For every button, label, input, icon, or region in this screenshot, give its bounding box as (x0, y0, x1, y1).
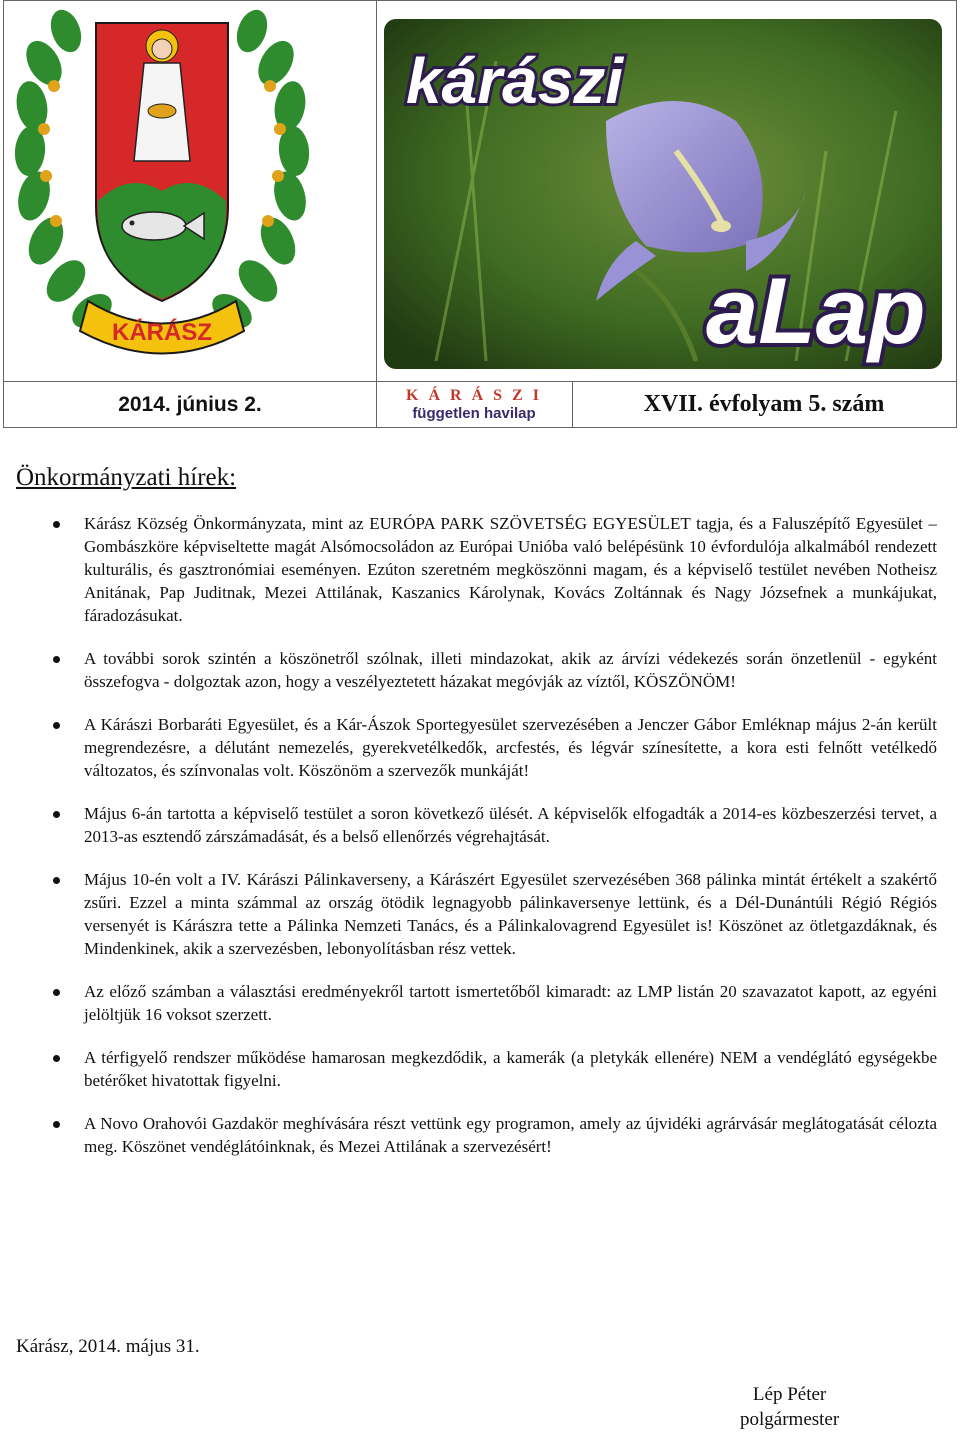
bullet-icon (53, 722, 60, 729)
issue-date-cell (4, 382, 377, 427)
list-item (84, 1112, 937, 1158)
list-item-text: Május 6-án tartotta a képviselő testület a soron következő ülését. A képviselők elfogadták a 2014-es közbeszerzési tervet, a 2013-as esztendő zárszámadását, és a belső ellenőrzés végrehajtását. (84, 804, 937, 846)
list-item (84, 512, 937, 627)
masthead-title-alap: aLap (706, 258, 926, 363)
list-item-text: A Kárászi Borbaráti Egyesület, és a Kár-Ászok Sportegyesület szervezésében a Jenczer Gábor Emléknap május 2-án került megrendezésre, a délutánt nemezelés, gyerekvetélkedők, arcfestés, és légvár színesítette, a kora esti felnőtt vetélkedő változatos, és színvonalas volt. Köszönöm a szervezők munkáját! (84, 715, 937, 780)
masthead (3, 0, 957, 428)
list-item (84, 1046, 937, 1092)
signatory-name: Lép Péter (752, 1384, 827, 1405)
list-item-text: A további sorok szintén a köszönetről szólnak, illeti mindazokat, akik az árvízi védekezés során önzetlenül - egyként összefogva - dolgoztak azon, hogy a veszélyeztetett házakat megóvják az víztől, KÖSZÖNÖM! (84, 649, 937, 691)
masthead-info-row (4, 381, 956, 427)
list-item-text: Az előző számban a választási eredményekről tartott ismertetőből kimaradt: az LMP listán 20 szavazatot kapott, az egyéni jelöltjük 16 voksot szerzett. (84, 982, 937, 1024)
bullet-icon (53, 811, 60, 818)
list-item-text: A térfigyelő rendszer működése hamarosan megkezdődik, a kamerák (a pletykák ellenére) NEM a vendéglátó egységekbe betérőket hivatottak figyelni. (84, 1048, 937, 1090)
publication-subtitle: független havilap (412, 404, 536, 422)
bullet-icon (53, 521, 60, 528)
publication-kicker: K Á R Á S Z I (406, 386, 542, 404)
bullet-icon (53, 877, 60, 884)
bellflower-photo (376, 1, 958, 381)
list-item (84, 647, 937, 693)
list-item (84, 802, 937, 848)
bullet-icon (53, 1121, 60, 1128)
bullet-icon (53, 1055, 60, 1062)
signatory-title: polgármester (740, 1409, 840, 1430)
masthead-photo (376, 1, 956, 381)
crest-cell (4, 1, 377, 381)
village-coat-of-arms (4, 1, 376, 381)
signature-block (740, 1382, 839, 1432)
issue-volume: XVII. évfolyam 5. szám (643, 391, 885, 417)
crest-banner-text: KÁRÁSZ (112, 319, 212, 346)
issue-date: 2014. június 2. (118, 392, 262, 416)
bullet-icon (53, 989, 60, 996)
place-and-date: Kárász, 2014. május 31. (16, 1336, 200, 1357)
news-list (84, 512, 937, 1178)
list-item-text: Május 10-én volt a IV. Kárászi Pálinkaverseny, a Kárászért Egyesület szervezésében 368 pálinka mintát értékelt a szakértő zsűri. Ezzel a minta számmal az ország ötödik legnagyobb pálinkaversenye lettünk, és a Dél-Dunántúli Régió Régiós versenyét is Kárászra tette a Pálinka Nemzeti Tanács, és a Pálinkalovagrend Egyesület is! Köszönet az ötletgazdáknak, és Mindenkinek, akik a szervezésben, lebonyolításban rész vettek. (84, 870, 937, 958)
list-item (84, 868, 937, 960)
masthead-title-karaszi: kárászi (406, 45, 624, 117)
list-item (84, 713, 937, 782)
list-item (84, 980, 937, 1026)
list-item-text: Kárász Község Önkormányzata, mint az EURÓPA PARK SZÖVETSÉG EGYESÜLET tagja, és a Faluszépítő Egyesület – Gombászköre képviseltette magát Alsómocsoládon az Európai Unióba való belépésünk 10 évfordulója alkalmából rendezett kulturális, és gasztronómiai eseményen. Ezúton szeretném megköszönni magam, és a képviselő testület nevében Notheisz Anitának, Pap Juditnak, Mezei Attilának, Kaszanics Károlynak, Kovács Zoltánnak és Nagy Józsefnek a munkájukat, fáradozásukat. (84, 514, 937, 625)
publication-cell (376, 382, 573, 427)
section-heading: Önkormányzati hírek: (16, 464, 237, 491)
volume-cell (572, 382, 956, 427)
list-item-text: A Novo Orahovói Gazdakör meghívására részt vettünk egy programon, amely az újvidéki agrárvásár meglátogatását célozta meg. Köszönet vendéglátóinknak, és Mezei Attilának a szervezésért! (84, 1114, 937, 1156)
bullet-icon (53, 656, 60, 663)
